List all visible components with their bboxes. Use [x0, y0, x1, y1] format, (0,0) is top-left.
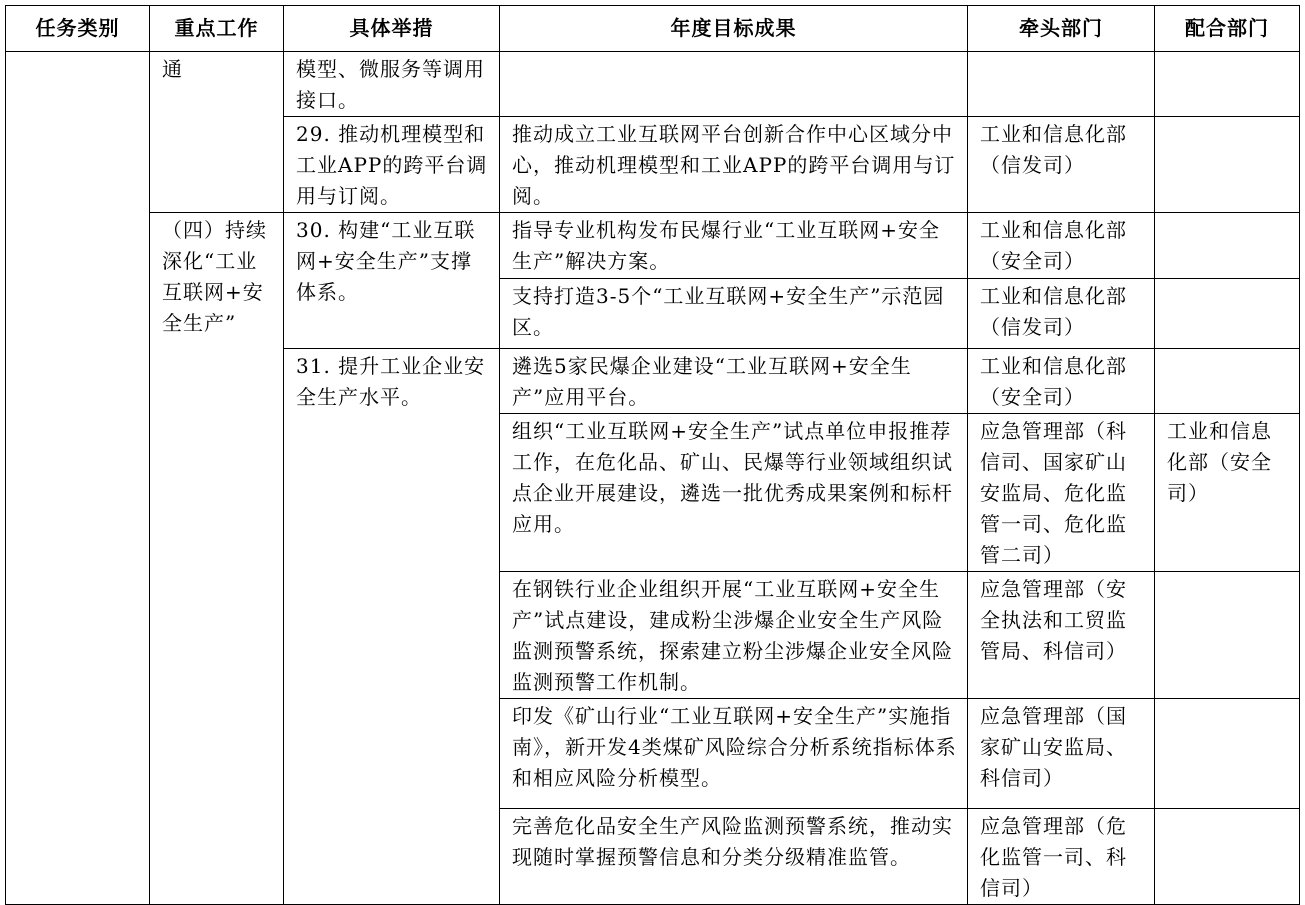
measure-cell: 31. 提升工业企业安全生产水平。 [284, 349, 500, 905]
cooperating-department-cell [1155, 213, 1300, 279]
cooperating-department-cell [1155, 809, 1300, 905]
cooperating-department-cell [1155, 279, 1300, 349]
goal-cell: 印发《矿山行业“工业互联网+安全生产”实施指南》，新开发4类煤矿风险综合分析系统指标体系和相应风险分析模型。 [500, 699, 968, 809]
lead-department-cell: 应急管理部（科信司、国家矿山安监局、危化监管一司、危化监管二司） [968, 414, 1155, 572]
lead-department-cell: 应急管理部（危化监管一司、科信司） [968, 809, 1155, 905]
measure-cell: 30. 构建“工业互联网+安全生产”支撑体系。 [284, 213, 500, 349]
cooperating-department-cell [1155, 572, 1300, 699]
cooperating-department-cell [1155, 117, 1300, 213]
goal-cell: 推动成立工业互联网平台创新合作中心区域分中心，推动机理模型和工业APP的跨平台调用与订阅。 [500, 117, 968, 213]
lead-department-cell: 应急管理部（国家矿山安监局、科信司） [968, 699, 1155, 809]
goal-cell: 指导专业机构发布民爆行业“工业互联网+安全生产”解决方案。 [500, 213, 968, 279]
table-row [6, 52, 1300, 117]
goal-cell: 在钢铁行业企业组织开展“工业互联网+安全生产”试点建设，建成粉尘涉爆企业安全生产风险监测预警系统，探索建立粉尘涉爆企业安全风险监测预警工作机制。 [500, 572, 968, 699]
cooperating-department-cell [1155, 52, 1300, 117]
header-annual-goal: 年度目标成果 [500, 6, 968, 52]
goal-cell: 组织“工业互联网+安全生产”试点单位申报推荐工作，在危化品、矿山、民爆等行业领域组织试点企业开展建设，遴选一批优秀成果案例和标杆应用。 [500, 414, 968, 572]
measure-cell: 模型、微服务等调用接口。 [284, 52, 500, 117]
goal-cell [500, 52, 968, 117]
key-work-cell: （四）持续深化“工业互联网+安全生产” [150, 213, 284, 905]
lead-department-cell [968, 52, 1155, 117]
cooperating-department-cell: 工业和信息化部（安全司） [1155, 414, 1300, 572]
key-work-cell: 通 [150, 52, 284, 213]
lead-department-cell: 工业和信息化部（信发司） [968, 279, 1155, 349]
task-category-cell [6, 52, 150, 905]
goal-cell: 完善危化品安全生产风险监测预警系统，推动实现随时掌握预警信息和分类分级精准监管。 [500, 809, 968, 905]
lead-department-cell: 工业和信息化部（安全司） [968, 349, 1155, 414]
header-cooperating-department: 配合部门 [1155, 6, 1300, 52]
header-lead-department: 牵头部门 [968, 6, 1155, 52]
plan-table [5, 5, 1300, 905]
header-row [6, 6, 1300, 52]
header-key-work: 重点工作 [150, 6, 284, 52]
goal-cell: 支持打造3-5个“工业互联网+安全生产”示范园区。 [500, 279, 968, 349]
header-specific-measure: 具体举措 [284, 6, 500, 52]
header-task-category: 任务类别 [6, 6, 150, 52]
cooperating-department-cell [1155, 349, 1300, 414]
lead-department-cell: 工业和信息化部（信发司） [968, 117, 1155, 213]
table-row [6, 213, 1300, 279]
measure-cell: 29. 推动机理模型和工业APP的跨平台调用与订阅。 [284, 117, 500, 213]
goal-cell: 遴选5家民爆企业建设“工业互联网+安全生产”应用平台。 [500, 349, 968, 414]
lead-department-cell: 工业和信息化部（安全司） [968, 213, 1155, 279]
cooperating-department-cell [1155, 699, 1300, 809]
lead-department-cell: 应急管理部（安全执法和工贸监管局、科信司） [968, 572, 1155, 699]
